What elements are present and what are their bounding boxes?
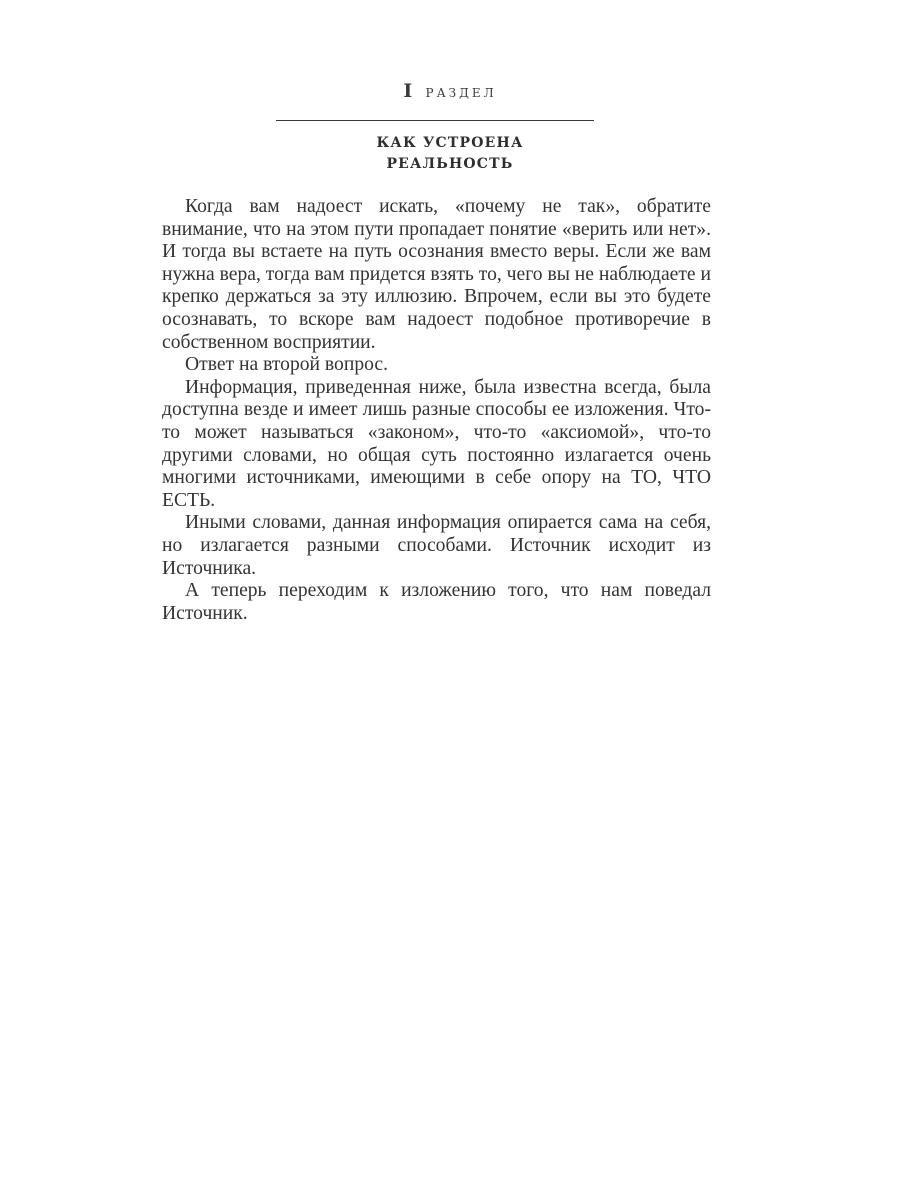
paragraph: Информация, приведенная ниже, была известна всегда, была доступна везде и имеет лишь разные способы ее изложения. Что-то может называться «законом», что-то «аксиомой», что-то другими словами, но общая суть постоянно излагается очень многими источниками, имеющими в себе опору на ТО, ЧТО ЕСТЬ. bbox=[162, 376, 711, 511]
part-label: РАЗДЕЛ bbox=[425, 86, 497, 100]
section-title-line-2: РЕАЛЬНОСТЬ bbox=[386, 156, 514, 172]
running-head bbox=[0, 80, 900, 102]
body-text bbox=[162, 196, 711, 625]
paragraph: Иными словами, данная информация опирается сама на себя, но излагается разными способами. Источник исходит из Источника. bbox=[162, 512, 711, 579]
paragraph: Когда вам надоест искать, «почему не так», обратите внимание, что на этом пути пропадает понятие «верить или нет». И тогда вы встаете на путь осознания вместо веры. Если же вам нужна вера, тогда вам придется взять то, чего вы не наблюдаете и крепко держаться за эту иллюзию. Впрочем, если вы это будете осознавать, то вскоре вам надоест подобное противоречие в собственном восприятии. bbox=[162, 196, 711, 353]
section-title bbox=[0, 133, 900, 175]
paragraph: Ответ на второй вопрос. bbox=[185, 354, 389, 376]
paragraph: А теперь переходим к изложению того, что нам поведал Источник. bbox=[162, 580, 711, 624]
header-divider bbox=[276, 120, 594, 121]
part-numeral: I bbox=[403, 80, 413, 102]
section-title-line-1: КАК УСТРОЕНА bbox=[376, 135, 524, 151]
